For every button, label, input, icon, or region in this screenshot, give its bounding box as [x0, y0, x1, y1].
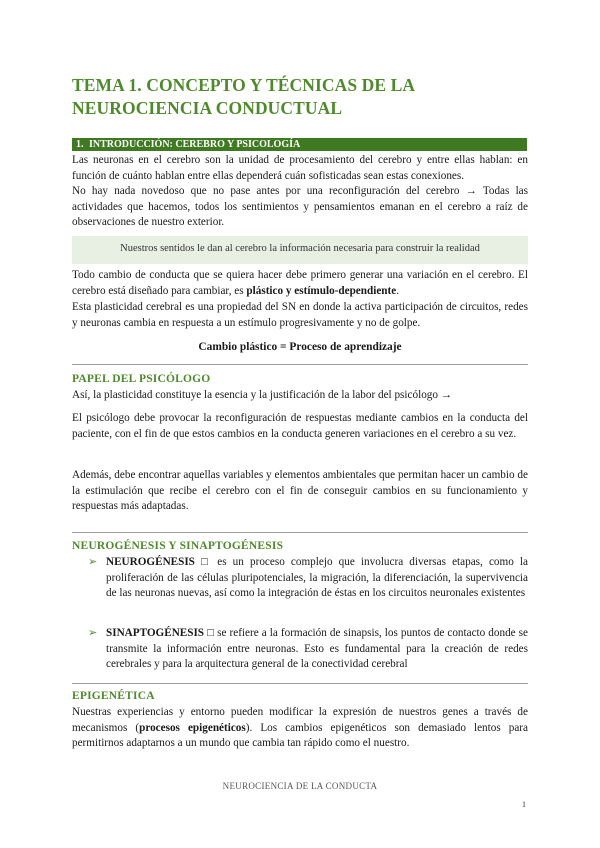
callout-text: Nuestros sentidos le dan al cerebro la información necesaria para construir la realidad [120, 243, 480, 254]
section-heading: INTRODUCCIÓN: CEREBRO Y PSICOLOGÍA [89, 139, 301, 150]
divider [72, 683, 528, 684]
arrow-bullet-icon: ➢ [88, 556, 98, 568]
paragraph-reconfiguration: No hay nada novedoso que no pase antes por una reconfiguración del cerebro → Todas las actividades que hacemos, todos los sentimientos y pensamientos emanan en el cerebro a raíz de observaciones de nuestro exterior. [72, 185, 528, 229]
list-item-synaptogenesis: ➢ SINAPTOGÉNESIS □ se refiere a la formación de sinapsis, los puntos de contacto donde se transmite la información entre neuronas. Esto es fundamental para la creación de redes cerebrales y para la arquitectura general de la conectividad cerebral [88, 627, 528, 671]
emphasis-epigenetic: procesos epigenéticos [139, 721, 246, 734]
paragraph-papel-3: Además, debe encontrar aquellas variables y elementos ambientales que permitan hacer un cambio de la estimulación que recibe el cerebro con el fin de conseguir cambios en su funcionamiento y respuestas más adaptadas. [72, 469, 528, 513]
term-synaptogenesis: SINAPTOGÉNESIS [106, 627, 205, 639]
page-number: 1 [522, 800, 526, 809]
heading-epigenetica: EPIGENÉTICA [72, 690, 155, 702]
paragraph-epigenetica: Nuestras experiencias y entorno pueden modificar la expresión de nuestros genes a través de mecanismos (procesos epigenéticos). Los cambios epigenéticos son demasiado lentos para permitirnos adaptarnos a un mundo que cambia tan rápido como el nuestro. [72, 706, 528, 750]
page-title: TEMA 1. CONCEPTO Y TÉCNICAS DE LA NEUROCIENCIA CONDUCTUAL [72, 75, 415, 118]
callout-box [72, 236, 528, 264]
section-number: 1. [76, 139, 84, 150]
box-glyph-icon: □ [201, 556, 212, 568]
emphasis-plastic: plástico y estímulo-dependiente [246, 284, 397, 297]
heading-neurogenesis: NEUROGÉNESIS Y SINAPTOGÉNESIS [72, 540, 284, 552]
list-item-neurogenesis: ➢ NEUROGÉNESIS □ es un proceso complejo que involucra diversas etapas, como la proliferación de las células pluripotenciales, la migración, la diferenciación, la supervivencia de las neuronas nuevas, así como la integración de éstas en los circuitos neuronales existentes [88, 556, 529, 600]
box-glyph-icon: □ [207, 627, 215, 639]
paragraph-papel-2: El psicólogo debe provocar la reconfiguración de respuestas mediante cambios en la conducta del paciente, con el fin de que estos cambios en la conducta generen variaciones en el cerebro a su vez. [72, 412, 528, 440]
paragraph-plasticity: Esta plasticidad cerebral es una propiedad del SN en donde la activa participación de circuitos, redes y neuronas cambia en respuesta a un estímulo progresivamente y no de golpe. [72, 301, 528, 329]
arrow-bullet-icon: ➢ [88, 627, 98, 639]
equation-line: Cambio plástico = Proceso de aprendizaje [198, 341, 402, 353]
paragraph-behavior-change: Todo cambio de conducta que se quiera hacer debe primero generar una variación en el cerebro. El cerebro está diseñado para cambiar, es plástico y estímulo-dependiente. [72, 269, 528, 297]
divider [72, 364, 528, 365]
paragraph-neurons: Las neuronas en el cerebro son la unidad de procesamiento del cerebro y entre ellas hablan: en función de cuánto hablan entre ellas dependerá cuán sofisticadas sean estas conexiones. [72, 154, 528, 182]
section-heading-bar [72, 138, 527, 151]
page-footer: NEUROCIENCIA DE LA CONDUCTA [222, 781, 378, 791]
paragraph-papel-1: Así, la plasticidad constituye la esencia y la justificación de la labor del psicólogo → [72, 389, 452, 401]
heading-papel: PAPEL DEL PSICÓLOGO [72, 373, 211, 385]
term-neurogenesis: NEUROGÉNESIS [106, 556, 195, 568]
divider [72, 532, 528, 533]
